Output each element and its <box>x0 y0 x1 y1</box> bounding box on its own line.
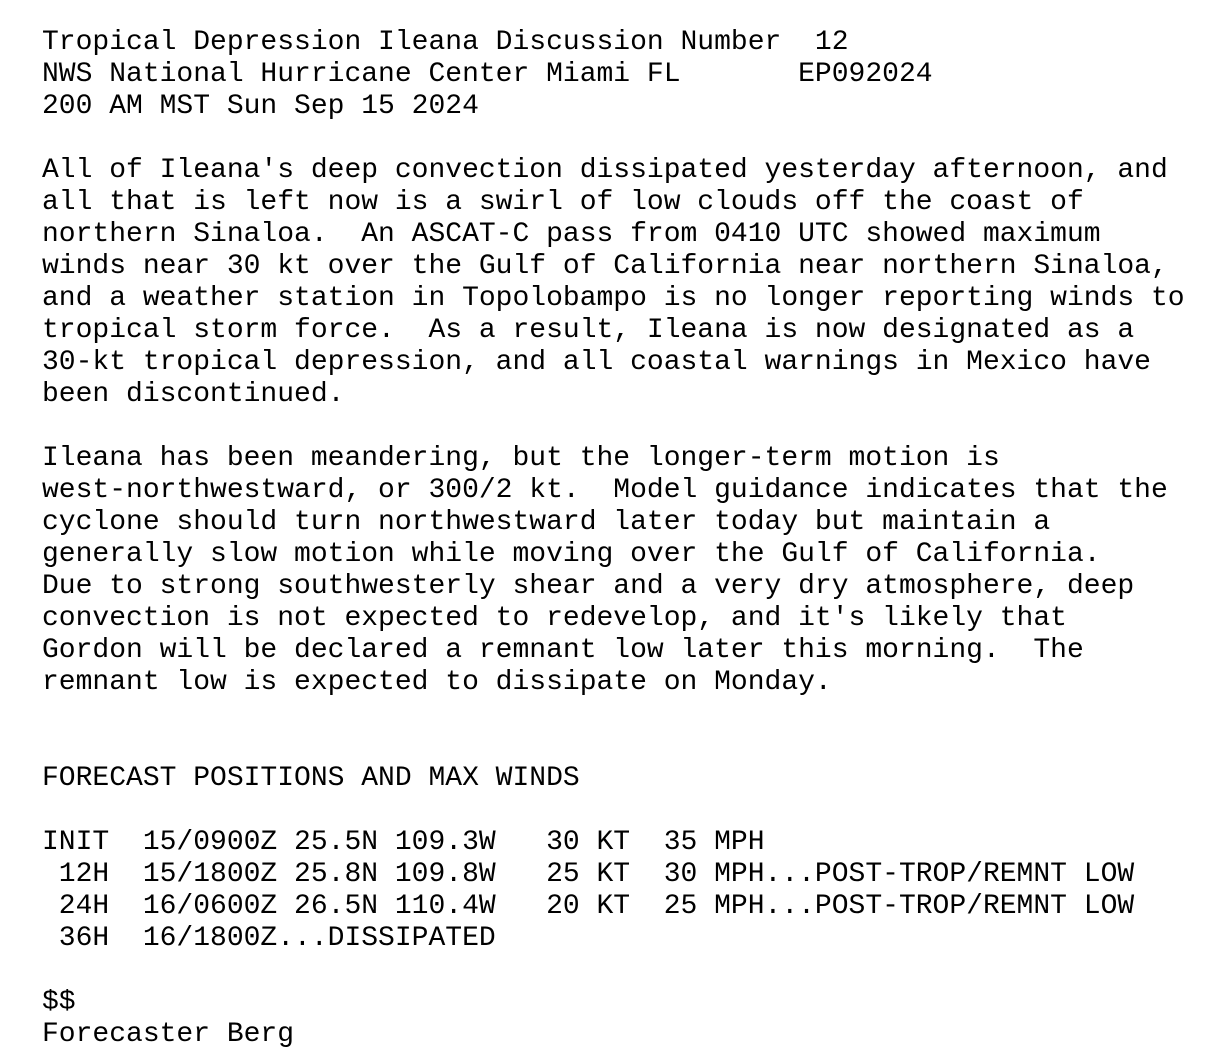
text-line: Ileana has been meandering, but the longer-term motion is <box>42 443 1000 474</box>
text-line: west-northwestward, or 300/2 kt. Model guidance indicates that the <box>42 475 1168 506</box>
text-line: and a weather station in Topolobampo is no longer reporting winds to <box>42 283 1185 314</box>
blank-line <box>42 411 1185 443</box>
paragraph-current-status <box>42 155 1185 411</box>
blank-line <box>42 699 1185 731</box>
text-line: tropical storm force. As a result, Ileana is now designated as a <box>42 315 1135 346</box>
forecast-row: INIT 15/0900Z 25.5N 109.3W 30 KT 35 MPH <box>42 827 765 858</box>
forecast-heading: FORECAST POSITIONS AND MAX WINDS <box>42 763 580 794</box>
text-line: winds near 30 kt over the Gulf of California near northern Sinaloa, <box>42 251 1168 282</box>
text-line: All of Ileana's deep convection dissipated yesterday afternoon, and <box>42 155 1168 186</box>
paragraph-forecast-reasoning <box>42 443 1185 699</box>
discussion-document <box>42 27 1185 1051</box>
text-line: 30-kt tropical depression, and all coastal warnings in Mexico have <box>42 347 1151 378</box>
forecast-row: 24H 16/0600Z 26.5N 110.4W 20 KT 25 MPH...POST-TROP/REMNT LOW <box>42 891 1135 922</box>
issuing-office: NWS National Hurricane Center Miami FL EP092024 <box>42 59 933 90</box>
text-line: generally slow motion while moving over the Gulf of California. <box>42 539 1101 570</box>
text-line: been discontinued. <box>42 379 345 410</box>
text-line: convection is not expected to redevelop, and it's likely that <box>42 603 1067 634</box>
issue-time: 200 AM MST Sun Sep 15 2024 <box>42 91 479 122</box>
document-title: Tropical Depression Ileana Discussion Number 12 <box>42 27 849 58</box>
text-line: remnant low is expected to dissipate on Monday. <box>42 667 832 698</box>
forecaster-name: Forecaster Berg <box>42 1019 295 1050</box>
text-line: Gordon will be declared a remnant low later this morning. The <box>42 635 1084 666</box>
text-line: northern Sinaloa. An ASCAT-C pass from 0410 UTC showed maximum <box>42 219 1101 250</box>
product-terminator: $$ <box>42 987 76 1018</box>
blank-line <box>42 731 1185 763</box>
text-line: cyclone should turn northwestward later today but maintain a <box>42 507 1051 538</box>
forecast-table <box>42 827 1185 955</box>
blank-line <box>42 955 1185 987</box>
blank-line <box>42 123 1185 155</box>
forecast-row: 36H 16/1800Z...DISSIPATED <box>42 923 496 954</box>
blank-line <box>42 795 1185 827</box>
text-line: Due to strong southwesterly shear and a very dry atmosphere, deep <box>42 571 1135 602</box>
forecast-row: 12H 15/1800Z 25.8N 109.8W 25 KT 30 MPH...POST-TROP/REMNT LOW <box>42 859 1135 890</box>
text-line: all that is left now is a swirl of low clouds off the coast of <box>42 187 1084 218</box>
